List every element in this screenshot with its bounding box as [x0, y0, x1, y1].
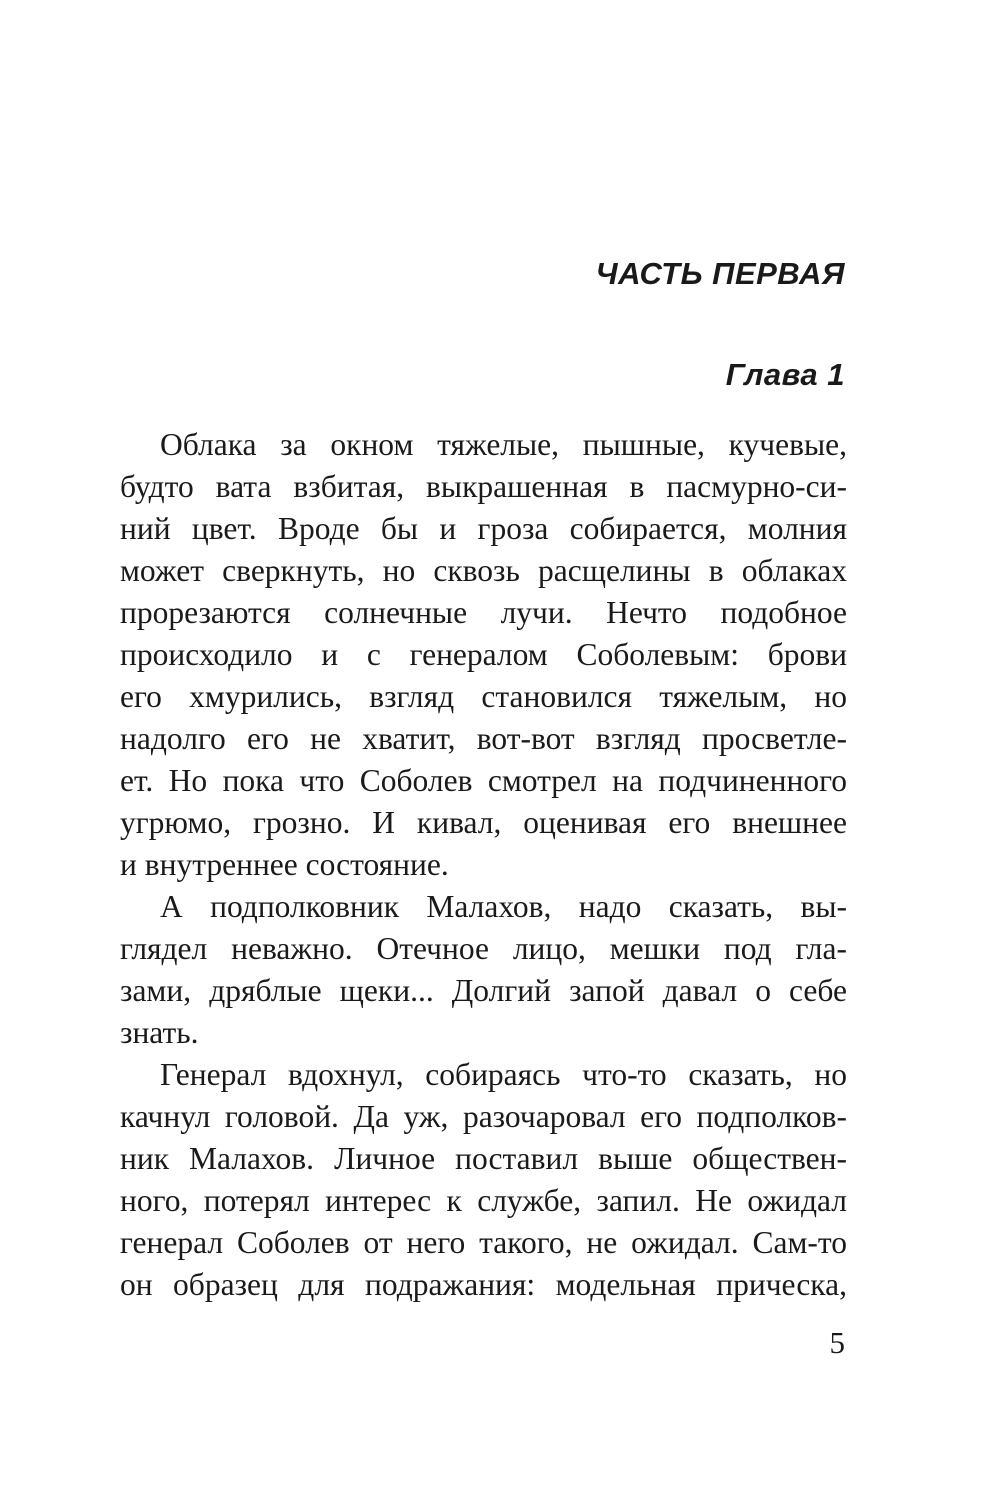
text-line: ний цвет. Вроде бы и гроза собирается, молния: [120, 511, 847, 546]
text-line: происходило и с генералом Соболевым: брови: [120, 637, 847, 672]
text-line: и внутреннее состояние.: [120, 847, 449, 882]
text-line: А подполковник Малахов, надо сказать, вы-: [160, 889, 847, 924]
chapter-title: Глава 1: [725, 357, 845, 392]
page-number: 5: [829, 1325, 845, 1360]
text-line: знать.: [120, 1015, 199, 1050]
text-line: его хмурились, взгляд становился тяжелым, но: [120, 679, 847, 714]
text-line: глядел неважно. Отечное лицо, мешки под гла-: [120, 931, 847, 966]
text-line: будто вата взбитая, выкрашенная в пасмурно-си-: [120, 469, 847, 504]
text-line: надолго его не хватит, вот-вот взгляд просветле-: [120, 721, 847, 756]
text-line: может сверкнуть, но сквозь расщелины в облаках: [120, 553, 847, 588]
text-line: ет. Но пока что Соболев смотрел на подчиненного: [120, 763, 847, 798]
part-title: ЧАСТЬ ПЕРВАЯ: [595, 256, 845, 291]
text-line: угрюмо, грозно. И кивал, оценивая его внешнее: [120, 805, 847, 840]
text-line: зами, дряблые щеки... Долгий запой давал о себе: [120, 973, 847, 1008]
text-line: ного, потерял интерес к службе, запил. Не ожидал: [120, 1183, 847, 1218]
text-line: ник Малахов. Личное поставил выше обществен-: [120, 1141, 847, 1176]
text-line: Генерал вдохнул, собираясь что-то сказать, но: [160, 1057, 847, 1092]
text-line: генерал Соболев от него такого, не ожидал. Сам-то: [120, 1225, 847, 1260]
text-line: прорезаются солнечные лучи. Нечто подобное: [120, 595, 847, 630]
text-line: Облака за окном тяжелые, пышные, кучевые,: [160, 427, 847, 462]
text-line: он образец для подражания: модельная прическа,: [120, 1267, 847, 1302]
text-line: качнул головой. Да уж, разочаровал его подполков-: [120, 1099, 847, 1134]
